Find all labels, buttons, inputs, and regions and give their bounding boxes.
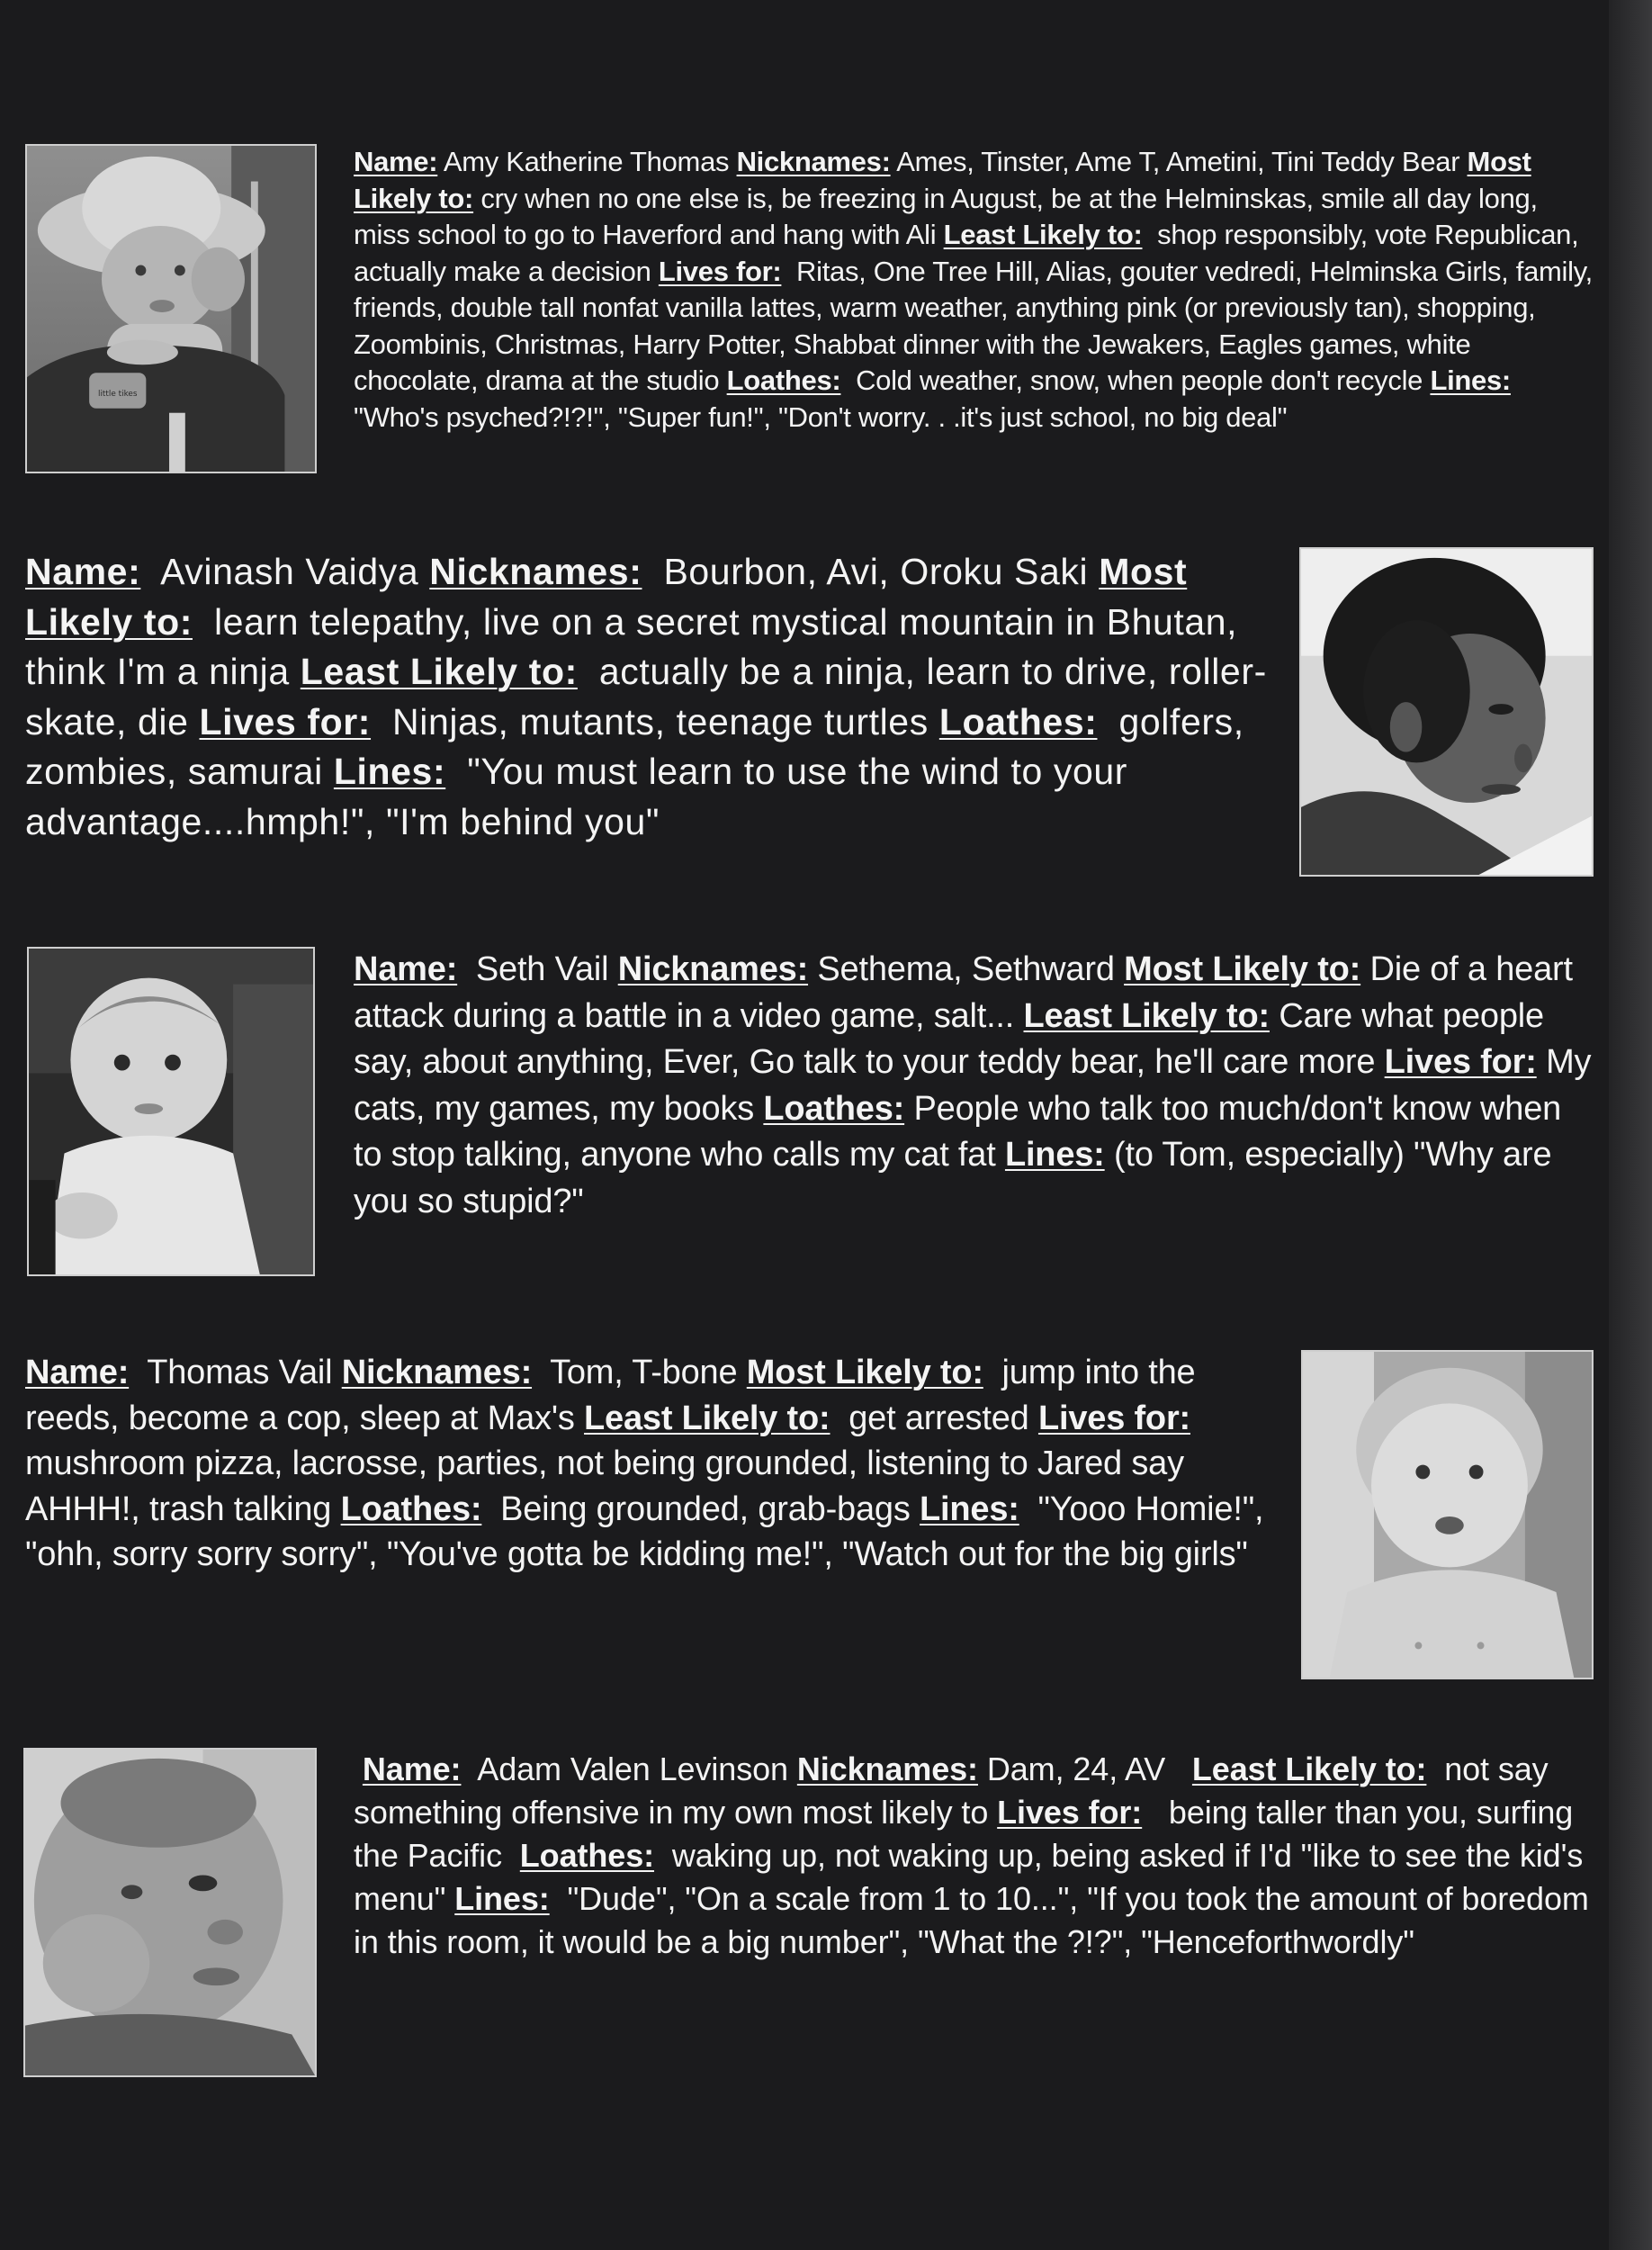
value-name: Seth Vail — [475, 950, 609, 988]
baby-photo-thomas — [1301, 1350, 1594, 1679]
value-nicknames: Dam, 24, AV — [986, 1750, 1166, 1787]
value-least-likely: Care what people say, about anything, Ever, Go talk to your teddy bear, he'll care more — [354, 996, 1544, 1081]
label-lives-for: Lives for: — [1037, 1399, 1190, 1437]
label-lines: Lines: — [1004, 1136, 1105, 1174]
value-loathes: waking up, not waking up, being asked if I'd "like to see the kid's menu" — [354, 1837, 1584, 1917]
bio-seth — [354, 947, 1595, 1225]
label-lines: Lines: — [333, 751, 446, 792]
label-lines: Lines: — [920, 1490, 1019, 1528]
label-lives-for: Lives for: — [199, 700, 372, 742]
label-most-likely: Most Likely to: — [354, 146, 1531, 214]
value-lines: "Yooo Homie!", "ohh, sorry sorry sorry", "You've gotta be kidding me!", "Watch out for the big girls" — [25, 1490, 1264, 1573]
value-most-likely: learn telepathy, live on a secret mystical mountain in Bhutan, think I'm a ninja — [25, 600, 1238, 692]
value-name: Thomas Vail — [147, 1354, 333, 1391]
label-name: Name: — [354, 146, 438, 177]
label-nicknames: Nicknames: — [796, 1750, 978, 1787]
label-name: Name: — [25, 551, 141, 592]
child-photo-avinash — [1299, 547, 1594, 877]
label-lives-for: Lives for: — [1384, 1043, 1537, 1081]
label-most-likely: Most Likely to: — [25, 551, 1188, 643]
label-lines: Lines: — [1430, 364, 1511, 396]
bio-thomas — [25, 1350, 1276, 1578]
value-loathes: Cold weather, snow, when people don't recycle — [856, 364, 1423, 396]
toy-logo: little tikes — [98, 389, 138, 399]
label-most-likely: Most Likely to: — [1124, 950, 1361, 988]
label-lives-for: Lives for: — [997, 1794, 1143, 1831]
value-loathes: Being grounded, grab-bags — [500, 1490, 911, 1528]
label-nicknames: Nicknames: — [341, 1354, 533, 1391]
value-most-likely: Die of a heart attack during a battle in a video game, salt... — [354, 950, 1573, 1035]
value-least-likely: shop responsibly, vote Republican, actually make a decision — [354, 219, 1579, 287]
value-most-likely: jump into the reeds, become a cop, sleep at Max's — [25, 1354, 1196, 1437]
value-least-likely: not say something offensive in my own most likely to — [354, 1750, 1549, 1831]
bio-adam — [354, 1748, 1597, 1964]
value-name: Amy Katherine Thomas — [443, 146, 730, 177]
label-nicknames: Nicknames: — [429, 551, 642, 592]
value-lives-for: My cats, my games, my books — [354, 1043, 1592, 1128]
label-name: Name: — [354, 950, 458, 988]
label-nicknames: Nicknames: — [736, 146, 891, 177]
bio-avinash — [25, 547, 1276, 847]
label-least-likely: Least Likely to: — [584, 1399, 830, 1437]
value-name: Avinash Vaidya — [160, 551, 419, 592]
value-lives-for: being taller than you, surfing the Pacific — [354, 1794, 1574, 1874]
value-loathes: golfers, zombies, samurai — [25, 700, 1244, 792]
label-lives-for: Lives for: — [658, 255, 782, 287]
value-nicknames: Ames, Tinster, Ame T, Ametini, Tini Teddy Bear — [896, 146, 1460, 177]
value-lines: "Who's psyched?!?!", "Super fun!", "Don't worry. . .it's just school, no big deal" — [354, 400, 1288, 433]
value-lives-for: mushroom pizza, lacrosse, parties, not being grounded, listening to Jared say AHHH!, trash talking — [25, 1444, 1184, 1528]
value-lines: "Dude", "On a scale from 1 to 10...", "If you took the amount of boredom in this room, it would be a big number", "What the ?!?", "Henceforthwordly" — [354, 1880, 1589, 1960]
value-name: Adam Valen Levinson — [477, 1750, 788, 1787]
label-loathes: Loathes: — [340, 1490, 482, 1528]
value-nicknames: Bourbon, Avi, Oroku Saki — [663, 551, 1089, 592]
label-most-likely: Most Likely to: — [746, 1354, 983, 1391]
label-least-likely: Least Likely to: — [1191, 1750, 1427, 1787]
value-most-likely: cry when no one else is, be freezing in August, be at the Helminskas, smile all day long, miss school to go to Haverford and hang with Ali — [354, 182, 1538, 250]
label-name: Name: — [25, 1354, 130, 1391]
label-least-likely: Least Likely to: — [300, 651, 578, 692]
label-loathes: Loathes: — [726, 364, 841, 396]
label-nicknames: Nicknames: — [617, 950, 809, 988]
value-nicknames: Tom, T-bone — [550, 1354, 738, 1391]
label-loathes: Loathes: — [519, 1837, 655, 1874]
label-least-likely: Least Likely to: — [943, 219, 1143, 250]
label-loathes: Loathes: — [938, 700, 1098, 742]
value-lives-for: Ninjas, mutants, teenage turtles — [392, 700, 929, 742]
label-least-likely: Least Likely to: — [1023, 996, 1270, 1035]
value-least-likely: get arrested — [848, 1399, 1029, 1437]
baby-photo-adam — [23, 1748, 317, 2077]
label-lines: Lines: — [454, 1880, 550, 1917]
value-nicknames: Sethema, Sethward — [817, 950, 1115, 988]
value-lives-for: Ritas, One Tree Hill, Alias, gouter vedredi, Helminska Girls, family, friends, double tall nonfat vanilla lattes, warm weather, anything pink (or previously tan), shopping, Zoombinis, Christmas, Harry Potter, Shabbat dinner with the Jewakers, Eagles games, white chocolate, drama at the studio — [354, 255, 1593, 396]
value-lines: "You must learn to use the wind to your advantage....hmph!", "I'm behind you" — [25, 751, 1128, 842]
page-edge-shadow — [1609, 0, 1652, 2250]
value-lines: (to Tom, especially) "Why are you so stupid?" — [354, 1136, 1552, 1220]
value-loathes: People who talk too much/don't know when to stop talking, anyone who calls my cat fat — [354, 1089, 1562, 1174]
bio-amy — [354, 144, 1594, 436]
baby-photo-seth — [27, 947, 315, 1276]
label-loathes: Loathes: — [763, 1089, 905, 1128]
value-least-likely: actually be a ninja, learn to drive, roller-skate, die — [25, 651, 1267, 742]
baby-photo-amy — [25, 144, 317, 473]
label-name: Name: — [362, 1750, 462, 1787]
